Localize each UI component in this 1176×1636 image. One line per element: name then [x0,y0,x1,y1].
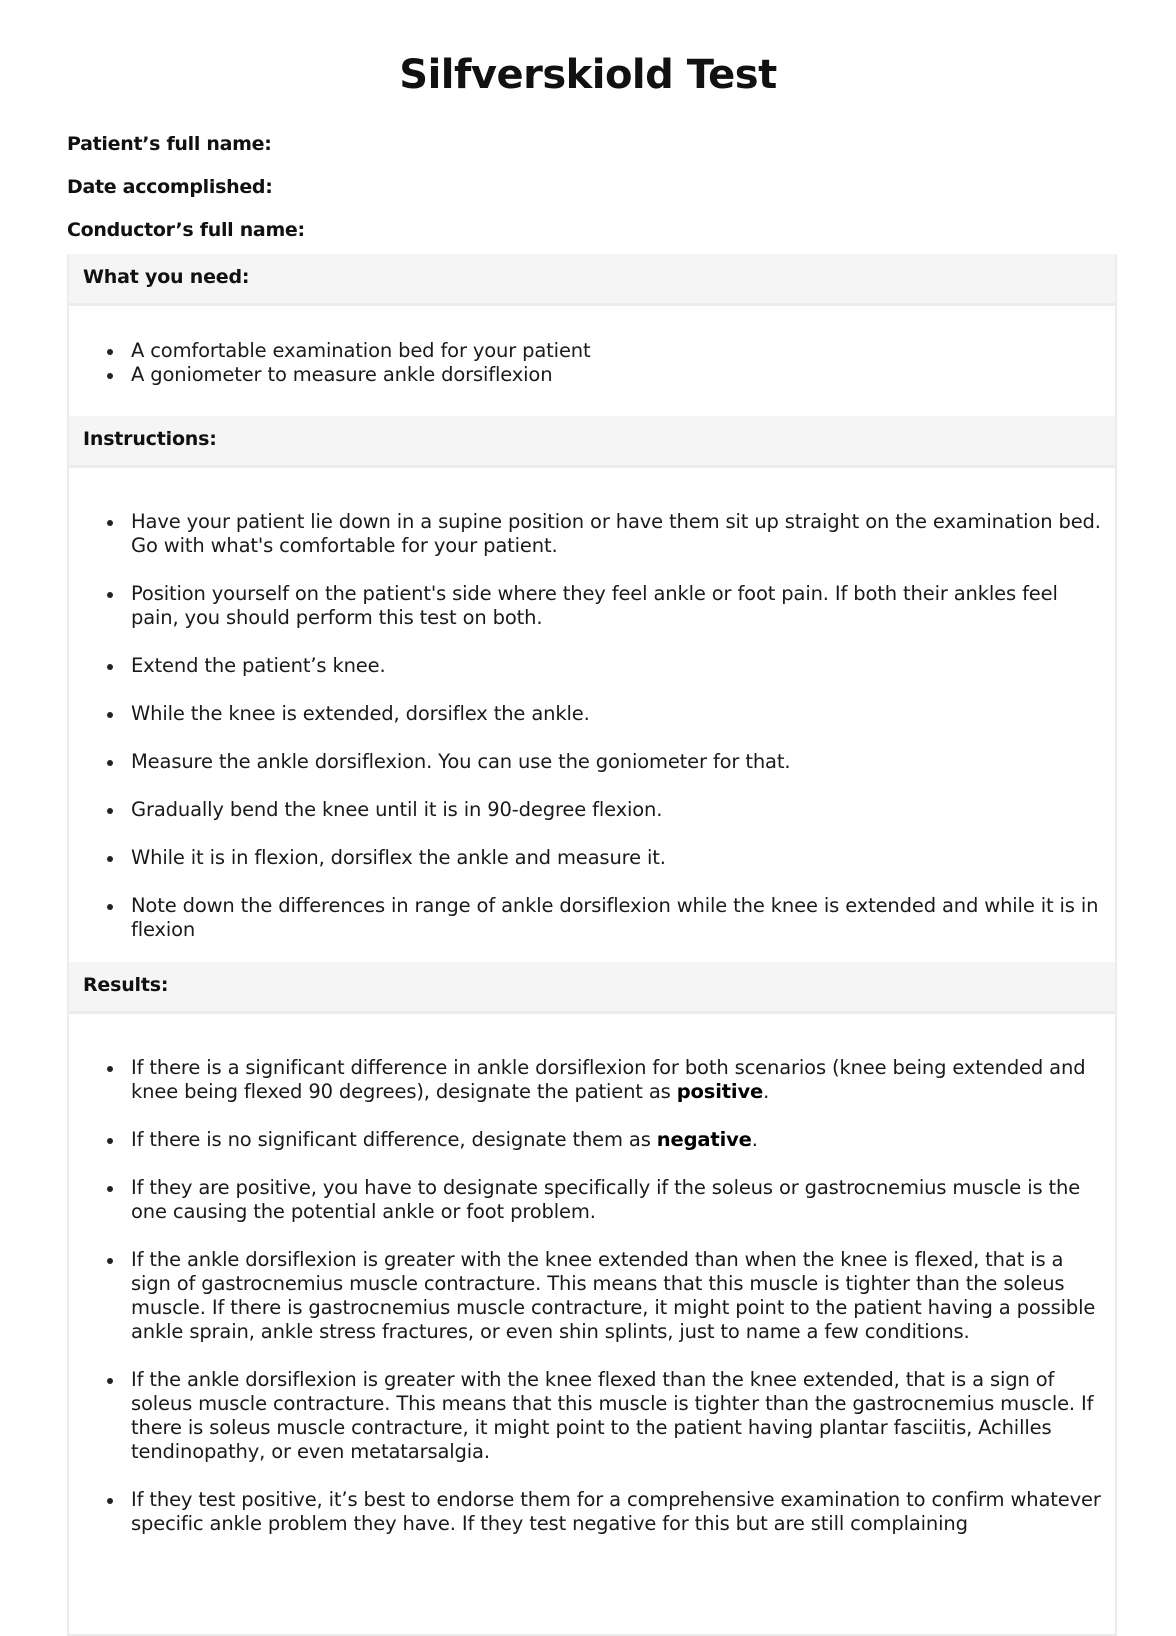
list-item: If they test positive, it’s best to endorse them for a comprehensive examination to confirm whatever specific ankle problem they have. If they test negative for this but are still complaining [131,1488,1101,1535]
what-you-need-list [83,339,1101,387]
list-item: If the ankle dorsiflexion is greater with the knee extended than when the knee is flexed, that is a sign of gastrocnemius muscle contracture. This means that this muscle is tighter than the soleus muscle. If there is gastrocnemius muscle contracture, it might point to the patient having a possible ankle sprain, ankle stress fractures, or even shin splints, just to name a few conditions. [131,1248,1101,1344]
results-section [67,962,1117,1636]
list-item: Note down the differences in range of ankle dorsiflexion while the knee is extended and while it is in flexion [131,894,1101,942]
list-item: If they are positive, you have to designate specifically if the soleus or gastrocnemius muscle is the one causing the potential ankle or foot problem. [131,1176,1101,1224]
section-heading: Instructions: [69,416,1115,468]
document-title: Silfverskiold Test [399,52,777,98]
instructions-list [83,510,1101,942]
patient-info-fields [67,130,305,259]
instructions-section [67,416,1117,968]
list-item: Extend the patient’s knee. [131,654,1101,678]
section-heading: Results: [69,962,1115,1014]
list-item: Gradually bend the knee until it is in 90-degree flexion. [131,798,1101,822]
list-item: Have your patient lie down in a supine position or have them sit up straight on the examination bed. Go with what's comfortable for your patient. [131,510,1101,557]
list-item: If there is no significant difference, designate them as negative. [131,1128,1101,1152]
list-item: If there is a significant difference in ankle dorsiflexion for both scenarios (knee being extended and knee being flexed 90 degrees), designate the patient as positive. [131,1056,1101,1104]
list-item: Measure the ankle dorsiflexion. You can use the goniometer for that. [131,750,1101,774]
results-list [83,1056,1101,1536]
conductor-name-label: Conductor’s full name: [67,219,305,241]
patient-name-label: Patient’s full name: [67,133,272,155]
positive-term: positive [676,1080,764,1103]
list-item: While the knee is extended, dorsiflex the ankle. [131,702,1101,726]
date-accomplished-label: Date accomplished: [67,176,273,198]
negative-term: negative [656,1128,752,1151]
section-heading: What you need: [69,254,1115,306]
what-you-need-section [67,254,1117,420]
list-item: Position yourself on the patient's side where they feel ankle or foot pain. If both their ankles feel pain, you should perform this test on both. [131,582,1101,630]
list-item: If the ankle dorsiflexion is greater with the knee flexed than the knee extended, that is a sign of soleus muscle contracture. This means that this muscle is tighter than the gastrocnemius muscle. If there is soleus muscle contracture, it might point to the patient having plantar fasciitis, Achilles tendinopathy, or even metatarsalgia. [131,1368,1101,1464]
list-item: A comfortable examination bed for your patient [131,339,1101,363]
list-item: A goniometer to measure ankle dorsiflexion [131,363,1101,387]
list-item: While it is in flexion, dorsiflex the ankle and measure it. [131,846,1101,870]
